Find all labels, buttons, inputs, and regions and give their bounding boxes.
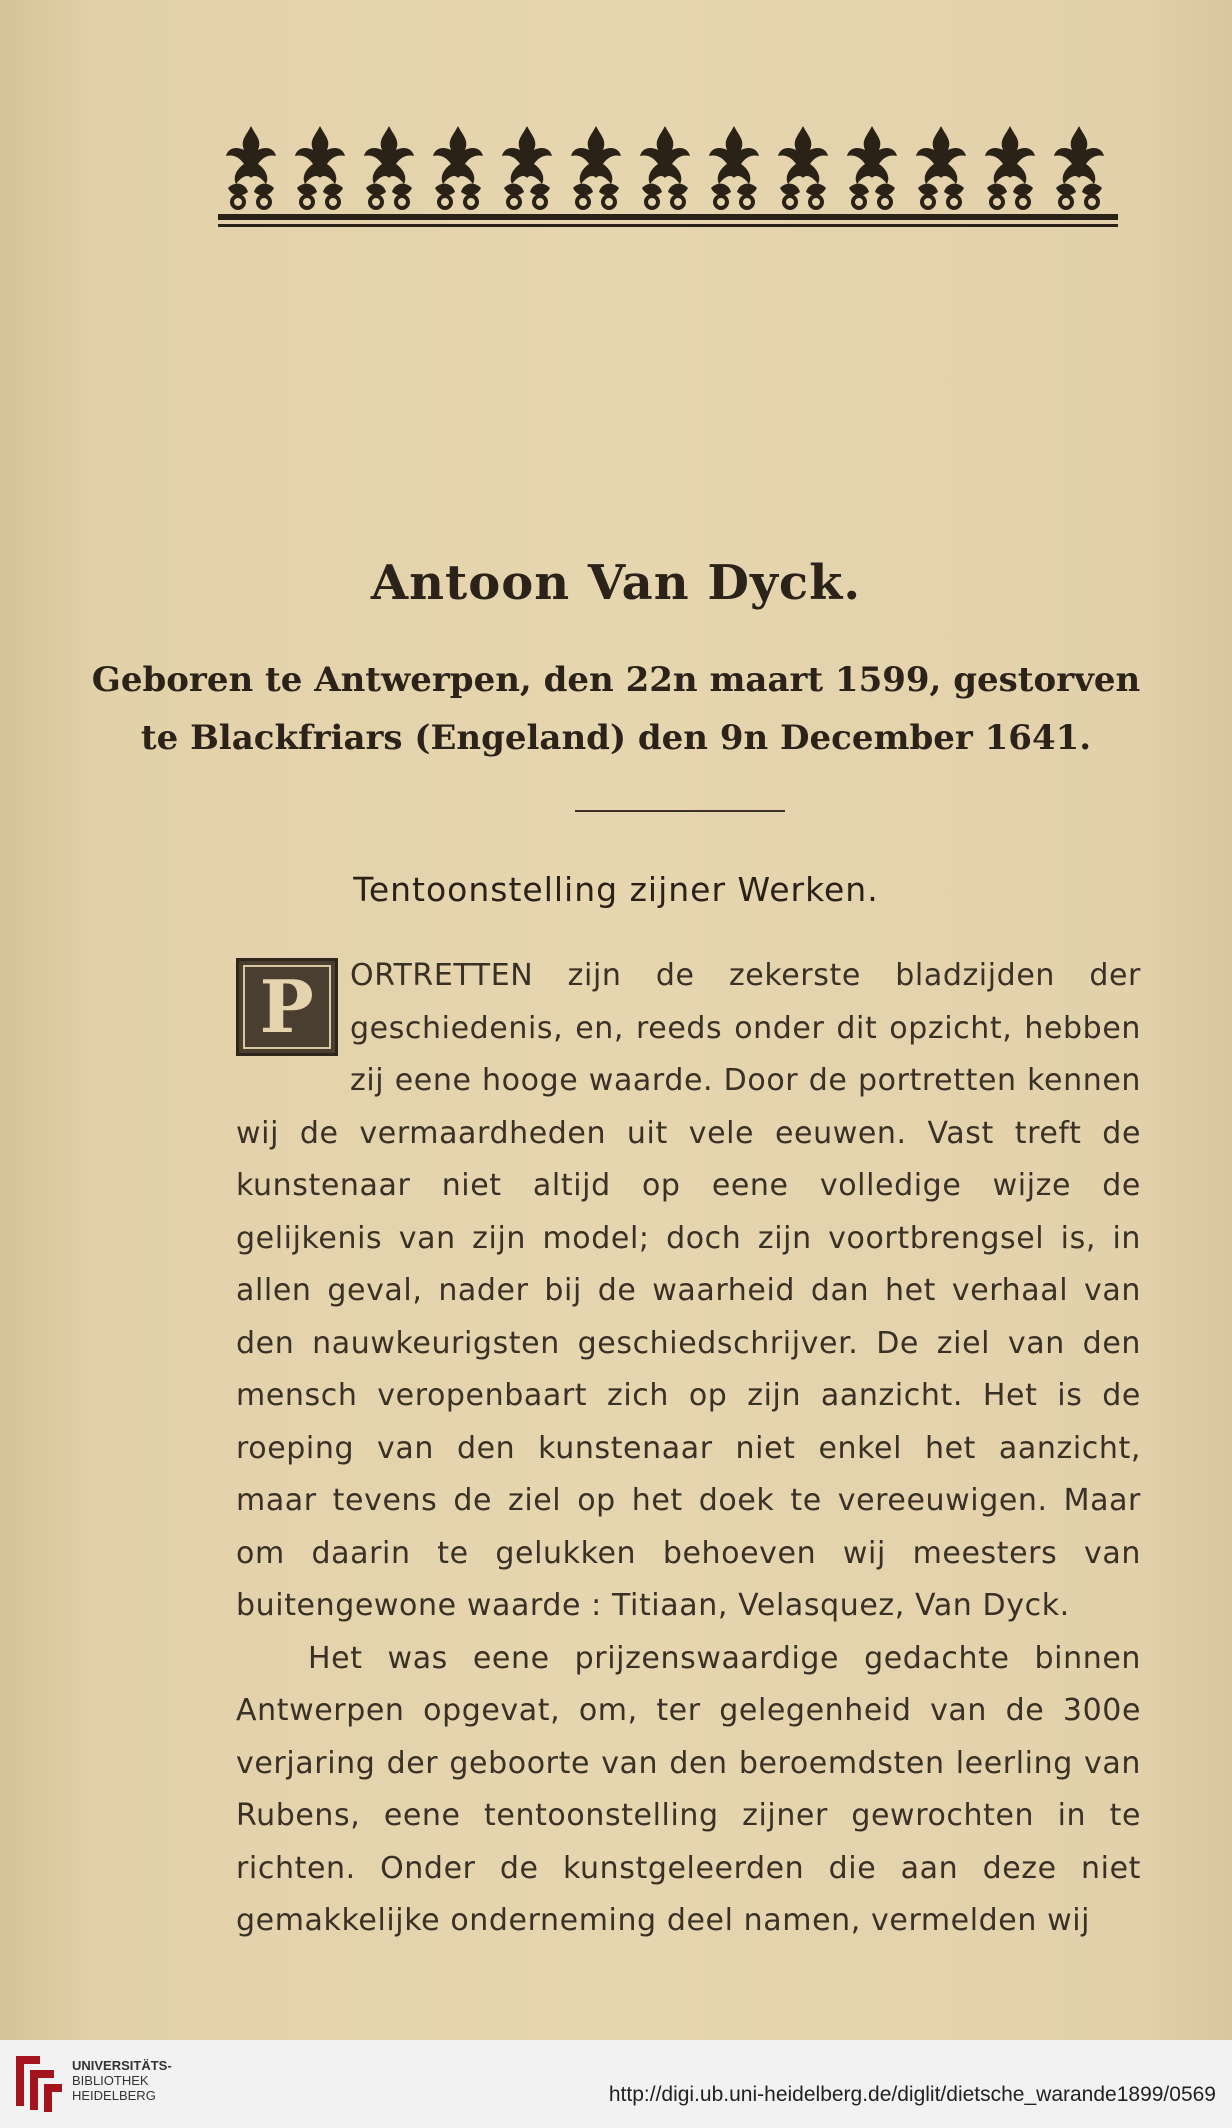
divider-rule xyxy=(575,810,785,812)
library-name: UNIVERSITÄTS- BIBLIOTHEK HEIDELBERG xyxy=(72,2058,172,2103)
subtitle-line-1: Geboren te Antwerpen, den 22n maart 1599, gestorven xyxy=(91,660,1141,700)
section-heading: Tentoonstelling zijner Werken. xyxy=(353,870,879,909)
dropcap-initial: P xyxy=(236,958,338,1056)
paragraph-1 xyxy=(236,950,1141,1633)
body-text xyxy=(236,950,1141,1948)
source-url-link[interactable]: http://digi.ub.uni-heidelberg.de/diglit/dietsche_warande1899/0569 xyxy=(608,2083,1216,2106)
page-title: Antoon Van Dyck. xyxy=(370,555,862,611)
paragraph-1-text: ORTRETTEN zijn de zekerste bladzijden der geschiedenis, en, reeds onder dit opzicht, hebben zij eene hooge waarde. Door de portretten kennen wij de vermaardheden uit vele eeuwen. Vast treft de kunstenaar niet altijd op eene volledige wijze de gelijkenis van zijn model; doch zijn voortbrengsel is, in allen geval, nader bij de waarheid dan het verhaal van den nauwkeurigsten geschiedschrijver. De ziel van den mensch veropenbaart zich op zijn aanzicht. Het is de roeping van den kunstenaar niet enkel het aanzicht, maar tevens de ziel op het doek te vereeuwigen. Maar om daarin te gelukken behoeven wij meesters van buitengewone waarde : Titiaan, Velasquez, Van Dyck. xyxy=(236,958,1141,1623)
university-logo-icon xyxy=(10,2052,68,2114)
subtitle-line-2: te Blackfriars (Engeland) den 9n December 1641. xyxy=(140,718,1092,758)
paragraph-2: Het was eene prijzenswaardige gedachte binnen Antwerpen opgevat, om, ter gelegenheid van de 300e verjaring der geboorte van den beroemdsten leerling van Rubens, eene tentoonstelling zijner gewrochten in te richten. Onder de kunstgeleerden die aan deze niet gemakkelijke onderneming deel namen, vermelden wij xyxy=(236,1640,1141,1938)
floral-ornament-band xyxy=(218,118,1118,236)
